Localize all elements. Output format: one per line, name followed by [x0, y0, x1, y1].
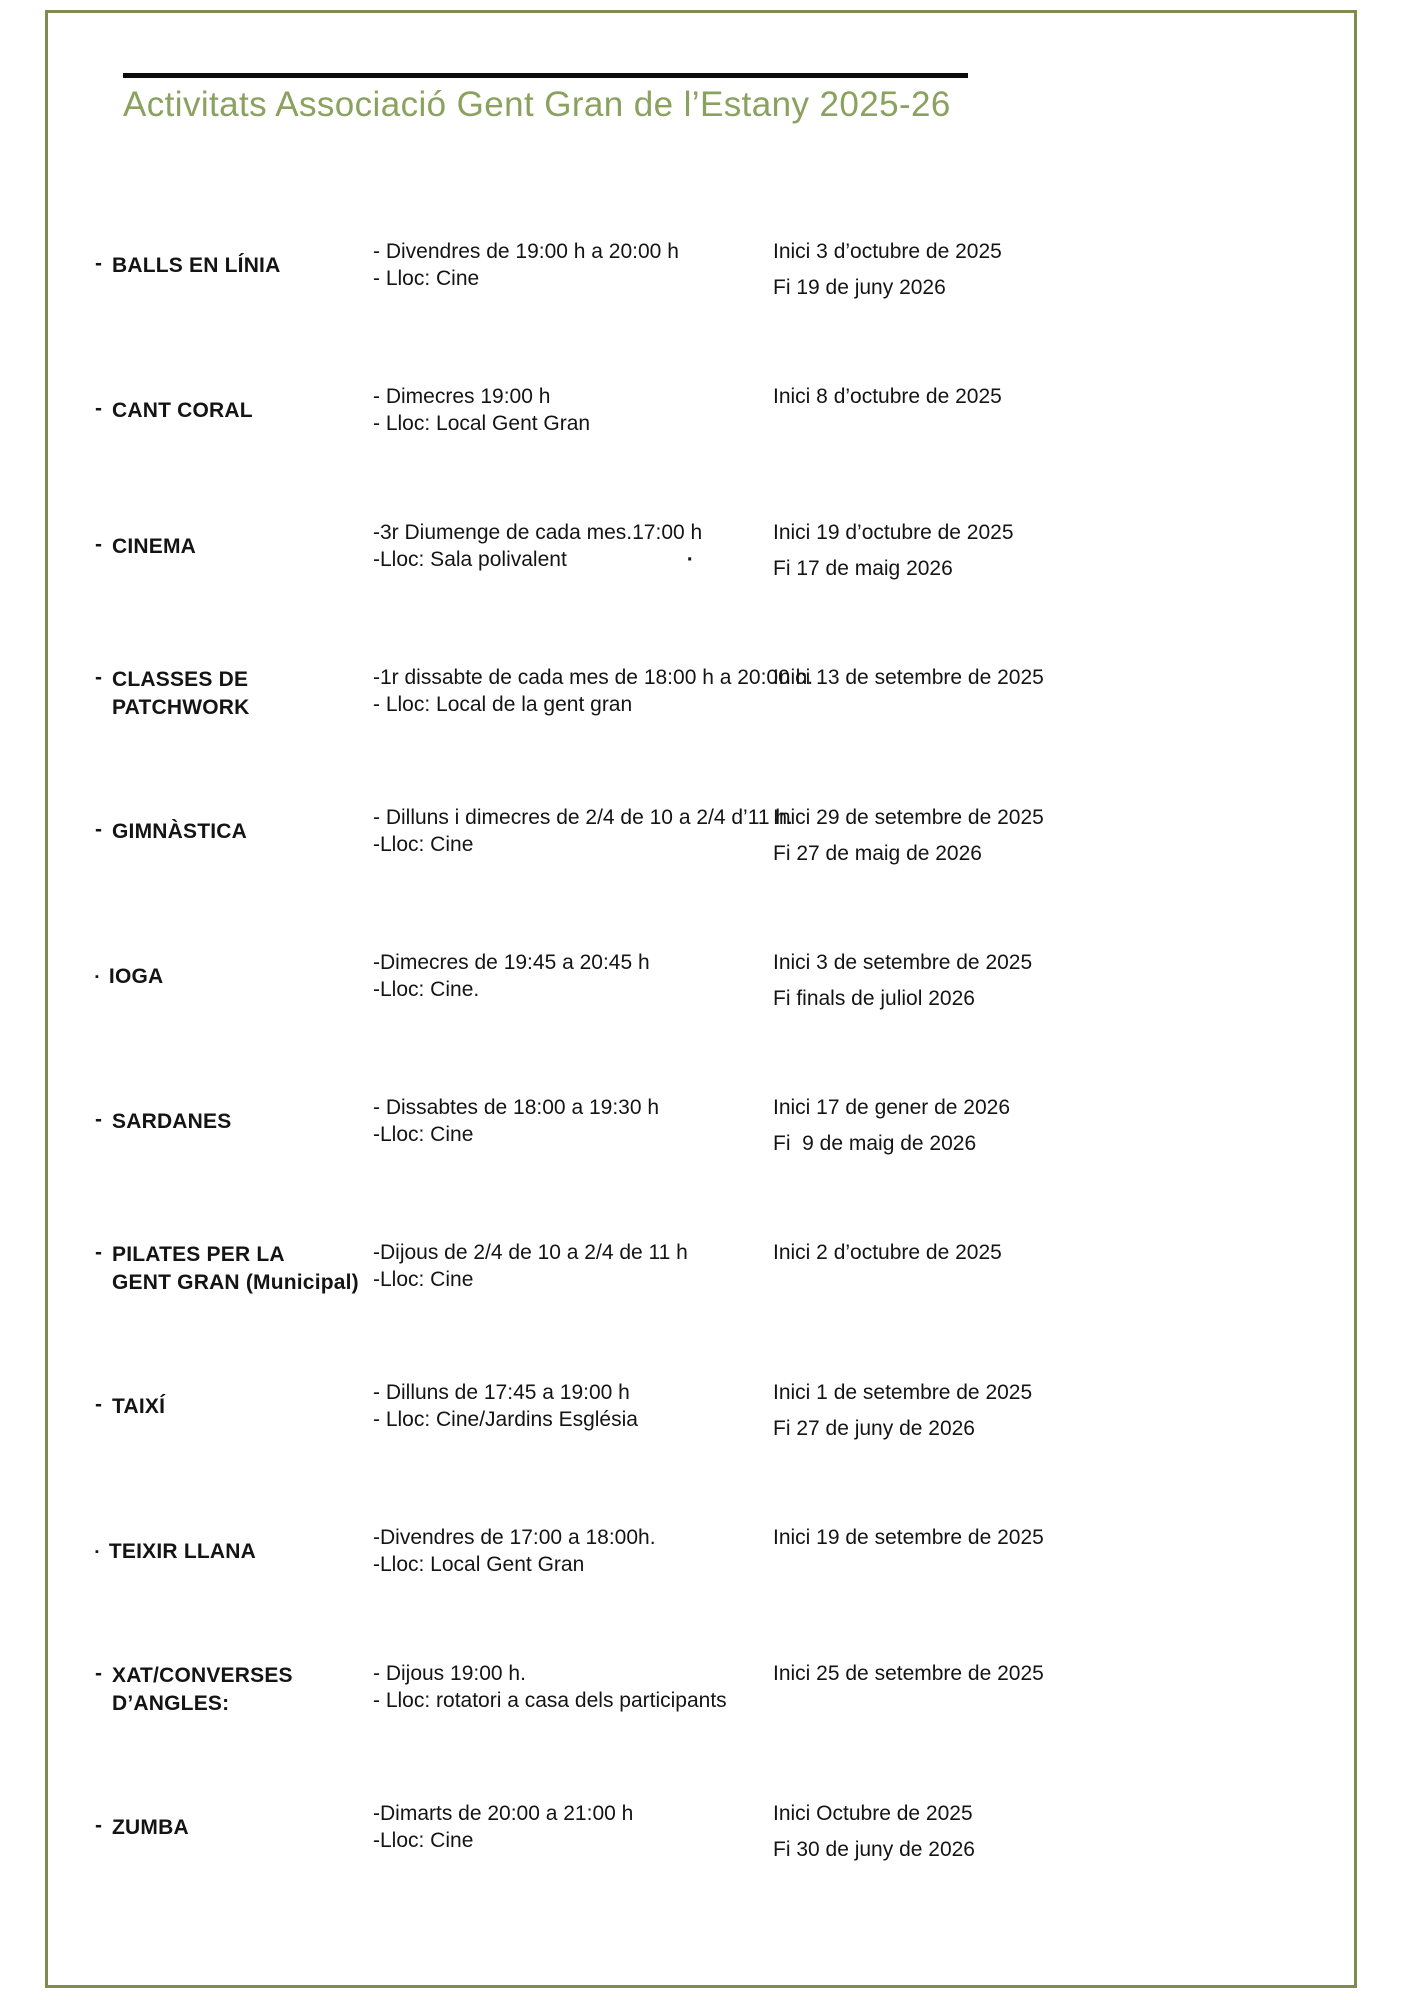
bullet-dash-icon: -	[95, 1814, 102, 1837]
date-line: Inici 1 de setembre de 2025	[773, 1381, 1033, 1404]
activity-name-cell	[95, 1524, 373, 1578]
activity-schedule	[373, 949, 773, 1012]
activity-name	[112, 666, 250, 722]
document-title: Activitats Associació Gent Gran de l’Estany 2025-26	[123, 85, 951, 124]
activity-name-line: CANT CORAL	[112, 399, 253, 422]
activity-dates	[773, 519, 1414, 582]
activity-name-cell	[95, 804, 373, 867]
schedule-line: -Lloc: Cine.	[373, 978, 480, 1001]
date-line: Inici 25 de setembre de 2025	[773, 1662, 1044, 1685]
activity-name	[112, 1393, 165, 1442]
schedule-line: -1r dissabte de cada mes de 18:00 h a 20:00 h.	[373, 666, 814, 689]
activity-schedule	[373, 1800, 773, 1863]
activity-dates	[773, 1524, 1414, 1578]
activity-schedule	[373, 1660, 773, 1718]
activity-name	[112, 397, 253, 437]
date-line: Inici 29 de setembre de 2025	[773, 806, 1044, 829]
activity-name-line: CLASSES DE	[112, 668, 249, 691]
activity-schedule	[373, 519, 773, 582]
date-line: Inici 19 d’octubre de 2025	[773, 521, 1014, 544]
activity-name	[112, 818, 247, 867]
date-line: Inici 8 d’octubre de 2025	[773, 385, 1002, 408]
schedule-line: - Dilluns i dimecres de 2/4 de 10 a 2/4 d’11 h.	[373, 806, 793, 829]
bullet-dash-icon: ▪	[95, 1546, 99, 1558]
activity-name-cell	[95, 664, 373, 722]
activity-schedule	[373, 1524, 773, 1578]
activity-dates	[773, 1660, 1414, 1718]
activity-row	[95, 1660, 1414, 1718]
bullet-dash-icon: ▪	[95, 971, 99, 983]
stray-dot: ·	[686, 548, 694, 571]
date-line: Inici Octubre de 2025	[773, 1802, 973, 1825]
activity-name-cell	[95, 238, 373, 301]
schedule-line: - Dijous 19:00 h.	[373, 1662, 526, 1685]
date-line: Inici 17 de gener de 2026	[773, 1096, 1011, 1119]
activity-name-cell	[95, 949, 373, 1012]
activity-dates	[773, 383, 1414, 437]
activity-schedule	[373, 804, 793, 867]
activity-name-line: GIMNÀSTICA	[112, 820, 247, 843]
activity-name	[112, 1662, 293, 1718]
date-line: Fi 17 de maig 2026	[773, 557, 953, 580]
activity-row	[95, 519, 1414, 582]
schedule-line: - Lloc: Local Gent Gran	[373, 412, 591, 435]
activity-row	[95, 1239, 1414, 1297]
activity-name-line: ZUMBA	[112, 1816, 189, 1839]
bullet-dash-icon: -	[95, 1108, 102, 1131]
activity-name	[112, 1108, 231, 1157]
activity-name-line: CINEMA	[112, 535, 197, 558]
activity-schedule	[373, 1379, 773, 1442]
activity-name-cell	[95, 1660, 373, 1718]
activity-name-line: XAT/CONVERSES	[112, 1664, 293, 1687]
schedule-line: -3r Diumenge de cada mes.17:00 h	[373, 521, 703, 544]
activity-name-line: BALLS EN LÍNIA	[112, 254, 281, 277]
activity-name-line: IOGA	[108, 965, 164, 988]
bullet-dash-icon: -	[95, 1662, 102, 1685]
date-line: Inici 3 d’octubre de 2025	[773, 240, 1002, 263]
schedule-line: -Dijous de 2/4 de 10 a 2/4 de 11 h	[373, 1241, 688, 1264]
schedule-line: -Dimarts de 20:00 a 21:00 h	[373, 1802, 634, 1825]
activity-name-cell	[95, 1379, 373, 1442]
date-line: Fi 9 de maig de 2026	[773, 1132, 977, 1155]
schedule-line: -Divendres de 17:00 a 18:00h.	[373, 1526, 656, 1549]
schedule-line: - Dimecres 19:00 h	[373, 385, 551, 408]
activity-dates	[773, 804, 1414, 867]
bullet-dash-icon: -	[95, 533, 102, 556]
date-line: Inici 3 de setembre de 2025	[773, 951, 1033, 974]
schedule-line: - Dissabtes de 18:00 a 19:30 h	[373, 1096, 660, 1119]
activity-name-line: TEIXIR LLANA	[108, 1540, 256, 1563]
schedule-line: -Lloc: Cine	[373, 1268, 474, 1291]
activity-name	[112, 1814, 189, 1863]
activity-row	[95, 664, 1414, 722]
activity-schedule	[373, 664, 814, 722]
activity-name	[109, 963, 163, 1012]
activity-schedule	[373, 1094, 773, 1157]
activity-row	[95, 1379, 1414, 1442]
activity-dates	[773, 1379, 1414, 1442]
activity-row	[95, 804, 1414, 867]
activity-row	[95, 238, 1414, 301]
activity-name-cell	[95, 383, 373, 437]
activities-list	[0, 238, 1414, 1945]
activity-dates	[773, 664, 1414, 722]
activity-name	[109, 1538, 256, 1578]
schedule-line: -Lloc: Cine	[373, 1829, 474, 1852]
activity-name-cell	[95, 1239, 373, 1297]
activity-name-cell	[95, 1800, 373, 1863]
date-line: Inici 19 de setembre de 2025	[773, 1526, 1044, 1549]
activity-dates	[773, 238, 1414, 301]
activity-name-line: PILATES PER LA	[112, 1243, 285, 1266]
bullet-dash-icon: -	[95, 1393, 102, 1416]
schedule-line: -Lloc: Cine	[373, 1123, 474, 1146]
activity-row	[95, 949, 1414, 1012]
activity-row	[95, 1524, 1414, 1578]
schedule-line: -Lloc: Local Gent Gran	[373, 1553, 585, 1576]
date-line: Fi finals de juliol 2026	[773, 987, 975, 1010]
activity-schedule	[373, 238, 773, 301]
schedule-line: - Dilluns de 17:45 a 19:00 h	[373, 1381, 630, 1404]
date-line: Fi 30 de juny de 2026	[773, 1838, 975, 1861]
activity-name	[112, 252, 280, 301]
bullet-dash-icon: -	[95, 818, 102, 841]
activity-row	[95, 1094, 1414, 1157]
schedule-line: - Lloc: rotatori a casa dels participants	[373, 1689, 727, 1712]
date-line: Fi 19 de juny 2026	[773, 276, 946, 299]
activity-name	[112, 1241, 359, 1297]
activity-dates	[773, 1239, 1414, 1297]
schedule-line: -Lloc: Sala polivalent ·	[373, 548, 694, 571]
schedule-line: - Lloc: Cine/Jardins Església	[373, 1408, 638, 1431]
bullet-dash-icon: -	[95, 1241, 102, 1264]
activity-name-line: TAIXÍ	[112, 1395, 166, 1418]
schedule-line: - Lloc: Local de la gent gran	[373, 693, 633, 716]
schedule-line: -Lloc: Cine	[373, 833, 474, 856]
activity-schedule	[373, 1239, 773, 1297]
bullet-dash-icon: -	[95, 666, 102, 689]
title-rule	[123, 73, 968, 78]
bullet-dash-icon: -	[95, 252, 102, 275]
activity-schedule	[373, 383, 773, 437]
schedule-line: - Lloc: Cine	[373, 267, 480, 290]
schedule-line: - Divendres de 19:00 h a 20:00 h	[373, 240, 679, 263]
activity-name-line: D’ANGLES:	[112, 1692, 230, 1715]
activity-dates	[773, 1094, 1414, 1157]
activity-name-line: PATCHWORK	[112, 696, 250, 719]
activity-dates	[773, 949, 1414, 1012]
activity-dates	[773, 1800, 1414, 1863]
activity-name-cell	[95, 1094, 373, 1157]
activity-row	[95, 383, 1414, 437]
date-line: Inici 2 d’octubre de 2025	[773, 1241, 1002, 1264]
activity-name-cell	[95, 519, 373, 582]
date-line: Fi 27 de maig de 2026	[773, 842, 982, 865]
activity-name-line: SARDANES	[112, 1110, 232, 1133]
date-line: Inici 13 de setembre de 2025	[773, 666, 1044, 689]
bullet-dash-icon: -	[95, 397, 102, 420]
schedule-line: -Dimecres de 19:45 a 20:45 h	[373, 951, 650, 974]
date-line: Fi 27 de juny de 2026	[773, 1417, 975, 1440]
activity-name-line: GENT GRAN (Municipal)	[112, 1271, 359, 1294]
activity-name	[112, 533, 196, 582]
activity-row	[95, 1800, 1414, 1863]
